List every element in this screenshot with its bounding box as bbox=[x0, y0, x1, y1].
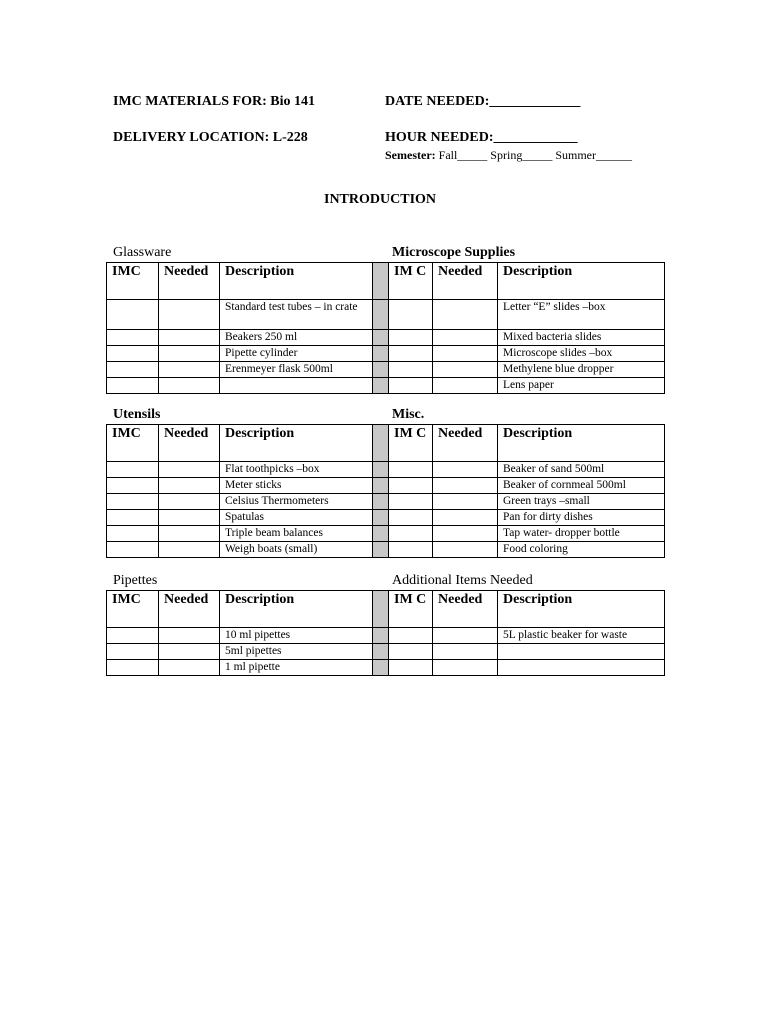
needed-cell[interactable] bbox=[159, 526, 220, 542]
divider-cell bbox=[373, 628, 389, 644]
needed-cell[interactable] bbox=[159, 330, 220, 346]
description-cell: Green trays –small bbox=[498, 494, 665, 510]
needed-cell[interactable] bbox=[433, 478, 498, 494]
description-cell bbox=[498, 660, 665, 676]
imc-cell[interactable] bbox=[107, 300, 159, 330]
col-header-description: Description bbox=[498, 591, 665, 628]
needed-cell[interactable] bbox=[159, 644, 220, 660]
description-cell bbox=[498, 644, 665, 660]
table-row bbox=[107, 542, 665, 558]
description-cell: Lens paper bbox=[498, 378, 665, 394]
imc-cell[interactable] bbox=[107, 526, 159, 542]
imc-cell[interactable] bbox=[389, 494, 433, 510]
needed-cell[interactable] bbox=[159, 494, 220, 510]
col-header-description: Description bbox=[498, 425, 665, 462]
divider-cell bbox=[373, 378, 389, 394]
needed-cell[interactable] bbox=[433, 300, 498, 330]
imc-cell[interactable] bbox=[107, 494, 159, 510]
col-header-imc: IMC bbox=[107, 263, 159, 300]
imc-cell[interactable] bbox=[389, 510, 433, 526]
needed-cell[interactable] bbox=[433, 362, 498, 378]
divider-cell bbox=[373, 362, 389, 378]
needed-cell[interactable] bbox=[159, 660, 220, 676]
page-title: INTRODUCTION bbox=[324, 192, 437, 207]
imc-cell[interactable] bbox=[389, 346, 433, 362]
col-header-imc: IM C bbox=[389, 591, 433, 628]
description-cell: Meter sticks bbox=[220, 478, 373, 494]
date-needed-field[interactable]: DATE NEEDED:_____________ bbox=[385, 94, 581, 109]
pipettes-additional-table bbox=[106, 590, 665, 676]
col-header-imc: IMC bbox=[107, 591, 159, 628]
imc-cell[interactable] bbox=[389, 644, 433, 660]
divider-cell bbox=[373, 542, 389, 558]
imc-cell[interactable] bbox=[389, 526, 433, 542]
needed-cell[interactable] bbox=[159, 300, 220, 330]
table-row bbox=[107, 644, 665, 660]
section-title-pipettes: Pipettes bbox=[113, 573, 158, 588]
divider-cell bbox=[373, 330, 389, 346]
divider-cell bbox=[373, 462, 389, 478]
col-header-description: Description bbox=[220, 425, 373, 462]
needed-cell[interactable] bbox=[433, 660, 498, 676]
description-cell: Standard test tubes – in crate bbox=[220, 300, 373, 330]
description-cell: Mixed bacteria slides bbox=[498, 330, 665, 346]
imc-cell[interactable] bbox=[107, 644, 159, 660]
imc-cell[interactable] bbox=[389, 542, 433, 558]
table-row bbox=[107, 300, 665, 330]
hour-needed-field[interactable]: HOUR NEEDED:____________ bbox=[385, 130, 578, 145]
table-row bbox=[107, 330, 665, 346]
divider-cell bbox=[373, 425, 389, 462]
needed-cell[interactable] bbox=[159, 378, 220, 394]
imc-cell[interactable] bbox=[389, 362, 433, 378]
description-cell: Methylene blue dropper bbox=[498, 362, 665, 378]
description-cell: Erenmeyer flask 500ml bbox=[220, 362, 373, 378]
description-cell: Tap water- dropper bottle bbox=[498, 526, 665, 542]
imc-cell[interactable] bbox=[389, 462, 433, 478]
table-row bbox=[107, 478, 665, 494]
description-cell: Pipette cylinder bbox=[220, 346, 373, 362]
table-row bbox=[107, 462, 665, 478]
divider-cell bbox=[373, 510, 389, 526]
imc-cell[interactable] bbox=[107, 660, 159, 676]
imc-cell[interactable] bbox=[389, 660, 433, 676]
description-cell: 10 ml pipettes bbox=[220, 628, 373, 644]
materials-for-label: IMC MATERIALS FOR: Bio 141 bbox=[113, 94, 315, 109]
col-header-needed: Needed bbox=[159, 263, 220, 300]
divider-cell bbox=[373, 346, 389, 362]
needed-cell[interactable] bbox=[159, 346, 220, 362]
table-row bbox=[107, 494, 665, 510]
needed-cell[interactable] bbox=[159, 462, 220, 478]
description-cell: Letter “E” slides –box bbox=[498, 300, 665, 330]
table-row bbox=[107, 346, 665, 362]
description-cell: 1 ml pipette bbox=[220, 660, 373, 676]
imc-cell[interactable] bbox=[107, 510, 159, 526]
imc-cell[interactable] bbox=[389, 628, 433, 644]
needed-cell[interactable] bbox=[433, 644, 498, 660]
divider-cell bbox=[373, 591, 389, 628]
description-cell: 5L plastic beaker for waste bbox=[498, 628, 665, 644]
col-header-needed: Needed bbox=[433, 591, 498, 628]
imc-cell[interactable] bbox=[389, 478, 433, 494]
needed-cell[interactable] bbox=[433, 526, 498, 542]
imc-cell[interactable] bbox=[107, 346, 159, 362]
semester-line[interactable] bbox=[385, 148, 632, 163]
divider-cell bbox=[373, 526, 389, 542]
table-row bbox=[107, 378, 665, 394]
description-cell: Spatulas bbox=[220, 510, 373, 526]
semester-label: Semester: bbox=[385, 148, 436, 162]
col-header-imc: IMC bbox=[107, 425, 159, 462]
utensils-misc-table bbox=[106, 424, 665, 558]
delivery-location-label: DELIVERY LOCATION: L-228 bbox=[113, 130, 308, 145]
needed-cell[interactable] bbox=[159, 362, 220, 378]
divider-cell bbox=[373, 660, 389, 676]
col-header-needed: Needed bbox=[433, 425, 498, 462]
needed-cell[interactable] bbox=[433, 628, 498, 644]
table-row bbox=[107, 628, 665, 644]
section-title-microscope: Microscope Supplies bbox=[392, 245, 516, 260]
col-header-needed: Needed bbox=[159, 591, 220, 628]
section-title-misc: Misc. bbox=[392, 407, 425, 422]
divider-cell bbox=[373, 494, 389, 510]
col-header-imc: IM C bbox=[389, 425, 433, 462]
imc-cell[interactable] bbox=[107, 542, 159, 558]
needed-cell[interactable] bbox=[433, 462, 498, 478]
divider-cell bbox=[373, 478, 389, 494]
glassware-microscope-table bbox=[106, 262, 665, 394]
needed-cell[interactable] bbox=[433, 346, 498, 362]
imc-cell[interactable] bbox=[107, 478, 159, 494]
needed-cell[interactable] bbox=[433, 542, 498, 558]
needed-cell[interactable] bbox=[159, 510, 220, 526]
description-cell: Triple beam balances bbox=[220, 526, 373, 542]
needed-cell[interactable] bbox=[159, 478, 220, 494]
table-row bbox=[107, 526, 665, 542]
description-cell: Beaker of cornmeal 500ml bbox=[498, 478, 665, 494]
imc-cell[interactable] bbox=[107, 362, 159, 378]
description-cell: Beaker of sand 500ml bbox=[498, 462, 665, 478]
section-title-utensils: Utensils bbox=[113, 407, 161, 422]
description-cell: Weigh boats (small) bbox=[220, 542, 373, 558]
needed-cell[interactable] bbox=[433, 494, 498, 510]
section-title-additional: Additional Items Needed bbox=[392, 573, 533, 588]
divider-cell bbox=[373, 644, 389, 660]
imc-cell[interactable] bbox=[389, 330, 433, 346]
imc-cell[interactable] bbox=[107, 378, 159, 394]
description-cell: Flat toothpicks –box bbox=[220, 462, 373, 478]
description-cell bbox=[220, 378, 373, 394]
needed-cell[interactable] bbox=[433, 378, 498, 394]
needed-cell[interactable] bbox=[159, 542, 220, 558]
col-header-imc: IM C bbox=[389, 263, 433, 300]
description-cell: Beakers 250 ml bbox=[220, 330, 373, 346]
needed-cell[interactable] bbox=[159, 628, 220, 644]
description-cell: Microscope slides –box bbox=[498, 346, 665, 362]
table-row bbox=[107, 362, 665, 378]
description-cell: Celsius Thermometers bbox=[220, 494, 373, 510]
description-cell: Food coloring bbox=[498, 542, 665, 558]
imc-cell[interactable] bbox=[107, 330, 159, 346]
description-cell: 5ml pipettes bbox=[220, 644, 373, 660]
imc-cell[interactable] bbox=[389, 378, 433, 394]
imc-cell[interactable] bbox=[107, 628, 159, 644]
table-row bbox=[107, 510, 665, 526]
table-row bbox=[107, 660, 665, 676]
col-header-description: Description bbox=[498, 263, 665, 300]
col-header-needed: Needed bbox=[159, 425, 220, 462]
divider-cell bbox=[373, 300, 389, 330]
needed-cell[interactable] bbox=[433, 510, 498, 526]
imc-cell[interactable] bbox=[107, 462, 159, 478]
col-header-description: Description bbox=[220, 263, 373, 300]
semester-options[interactable]: Fall_____ Spring_____ Summer______ bbox=[438, 148, 632, 162]
description-cell: Pan for dirty dishes bbox=[498, 510, 665, 526]
col-header-needed: Needed bbox=[433, 263, 498, 300]
imc-cell[interactable] bbox=[389, 300, 433, 330]
needed-cell[interactable] bbox=[433, 330, 498, 346]
col-header-description: Description bbox=[220, 591, 373, 628]
section-title-glassware: Glassware bbox=[113, 245, 172, 260]
divider-cell bbox=[373, 263, 389, 300]
